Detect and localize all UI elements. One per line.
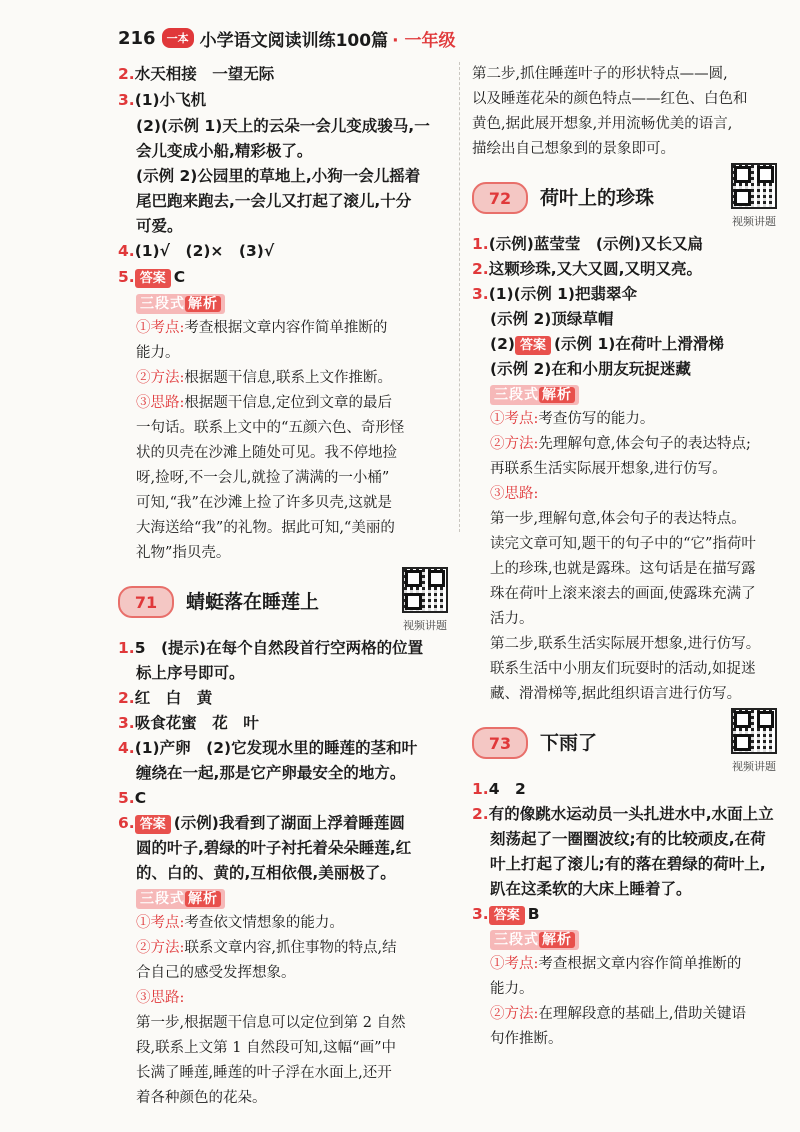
analysis-block	[472, 407, 777, 707]
text-line: 5.	[118, 268, 135, 286]
text-line: (2)	[490, 335, 515, 353]
text-line: 状的贝壳在沙滩上随处可见。我不停地捡	[136, 445, 397, 461]
text-line: 呀,捡呀,不一会儿,就捡了满满的一小桶”	[136, 470, 390, 486]
analysis-block	[472, 62, 777, 162]
text-line: 尾巴跑来跑去,一会儿又打起了滚儿,十分	[136, 192, 412, 210]
analysis-tag	[118, 291, 448, 316]
text-line: 1.	[472, 780, 489, 798]
text-line: 藏、滑滑梯等,据此组织语言进行仿写。	[490, 686, 742, 702]
grade-label: · 一年级	[392, 30, 456, 51]
text-line: 缠绕在一起,那是它产卵最安全的地方。	[136, 764, 406, 782]
text-line: 2.	[472, 260, 489, 278]
text-line: ②方法:	[490, 1006, 539, 1022]
lesson-title: 荷叶上的珍珠	[540, 186, 655, 209]
lesson-number: 71	[118, 586, 174, 618]
qr-icon[interactable]	[731, 708, 777, 754]
text-line: 大海送给“我”的礼物。据此可知,“美丽的	[136, 520, 395, 536]
answer-item	[118, 88, 448, 113]
text-line: 以及睡莲花朵的颜色特点——红色、白色和	[472, 91, 748, 107]
text-line: 能力。	[490, 981, 534, 997]
text-line: (1)小飞机	[134, 91, 207, 109]
text-line: 吸食花蜜 花 叶	[134, 714, 259, 732]
text-line: 这颗珍珠,又大又圆,又明又亮。	[488, 260, 702, 278]
book-title: 小学语文阅读训练100篇	[199, 30, 389, 51]
text-line: 句作推断。	[490, 1031, 563, 1047]
text-line: (示例 2)顶绿草帽	[490, 310, 614, 328]
text-line: (示例)我看到了湖面上浮着睡莲圆	[173, 814, 405, 832]
text-line: 4.	[118, 242, 135, 260]
text-line: 活力。	[490, 611, 534, 627]
lesson-title: 蜻蜓落在睡莲上	[186, 590, 320, 613]
analysis-tag-prefix: 三段式	[494, 932, 539, 948]
lesson-number: 73	[472, 727, 528, 759]
answer-tag: 答案	[135, 269, 171, 288]
column-divider	[459, 62, 460, 532]
answer-tag: 答案	[135, 815, 171, 834]
text-line: 考查根据文章内容作简单推断的	[538, 956, 742, 972]
text-line: 礼物”指贝壳。	[136, 545, 231, 561]
answer-list	[472, 777, 777, 927]
answer-list	[118, 636, 448, 886]
text-line: ①考点:	[490, 956, 539, 972]
answer-item	[118, 265, 448, 290]
text-line: 一句话。联系上文中的“五颜六色、奇形怪	[136, 420, 405, 436]
text-line: 上的珍珠,也就是露珠。这句话是在描写露	[490, 561, 756, 577]
text-line: ③思路:	[136, 990, 185, 1006]
text-line: 第一步,根据题干信息可以定位到第 2 自然	[136, 1015, 406, 1031]
text-line: ③思路:	[136, 395, 185, 411]
text-line: 5 (提示)在每个自然段首行空两格的位置	[134, 639, 424, 657]
qr-icon[interactable]	[402, 567, 448, 613]
text-line: 考查仿写的能力。	[538, 411, 655, 427]
text-line: 3.	[118, 91, 135, 109]
text-line: 描绘出自己想象到的景象即可。	[472, 141, 675, 157]
text-line: 在理解段意的基础上,借助关键语	[538, 1006, 746, 1022]
text-line: 合自己的感受发挥想象。	[136, 965, 296, 981]
text-line: (1)√ (2)× (3)√	[134, 242, 275, 260]
text-line: (2)(示例 1)天上的云朵一会儿变成骏马,一	[136, 117, 430, 135]
text-line: 视频讲题	[732, 759, 776, 773]
text-line: 3.	[118, 714, 135, 732]
text-line: 4.	[118, 739, 135, 757]
text-line: 解析	[539, 387, 575, 403]
lesson-header	[472, 172, 777, 228]
text-line: 2.	[472, 805, 489, 823]
lesson-header	[118, 576, 448, 632]
text-line: 4 2	[488, 780, 526, 798]
text-line: (示例 2)公园里的草地上,小狗一会儿摇着	[136, 167, 421, 185]
text-line: 红 白 黄	[134, 689, 213, 707]
qr-code[interactable]	[402, 567, 448, 638]
text-line: 1.	[472, 235, 489, 253]
text-line: 视频讲题	[403, 618, 447, 632]
text-line: 可知,“我”在沙滩上捡了许多贝壳,这就是	[136, 495, 393, 511]
text-line: 3.	[472, 285, 489, 303]
text-line: 考查根据文章内容作简单推断的	[184, 320, 388, 336]
analysis-tag	[118, 886, 448, 911]
text-line: (示例 1)在荷叶上滑滑梯	[553, 335, 724, 353]
text-line: 圆的叶子,碧绿的叶子衬托着朵朵睡莲,红	[136, 839, 412, 857]
text-line: 联系文章内容,抓住事物的特点,结	[184, 940, 397, 956]
text-line: ②方法:	[136, 370, 185, 386]
text-line: 读完文章可知,题干的句子中的“它”指荷叶	[490, 536, 756, 552]
text-line: 3.	[472, 905, 489, 923]
analysis-tag-prefix: 三段式	[140, 891, 185, 907]
text-line: 先理解句意,体会句子的表达特点;	[538, 436, 751, 452]
text-line: 有的像跳水运动员一头扎进水中,水面上立	[488, 805, 774, 823]
text-line: ②方法:	[136, 940, 185, 956]
answer-tag: 答案	[489, 906, 525, 925]
text-line: 再联系生活实际展开想象,进行仿写。	[490, 461, 727, 477]
text-line: (1)(示例 1)把翡翠伞	[488, 285, 637, 303]
analysis-tag	[472, 382, 777, 407]
text-line: 第一步,理解句意,体会句子的表达特点。	[490, 511, 746, 527]
qr-icon[interactable]	[731, 163, 777, 209]
page-number: 216	[118, 27, 156, 49]
text-line: 的、白的、黄的,互相依偎,美丽极了。	[136, 864, 396, 882]
text-line: ②方法:	[490, 436, 539, 452]
text-line: 刻荡起了一圈圈波纹;有的比较顽皮,在荷	[490, 830, 766, 848]
text-line: 6.	[118, 814, 135, 832]
text-line: (1)产卵 (2)它发现水里的睡莲的茎和叶	[134, 739, 418, 757]
text-line: C	[173, 268, 186, 286]
text-line: 水天相接 一望无际	[134, 65, 275, 83]
text-line: 珠在荷叶上滚来滚去的画面,使露珠充满了	[490, 586, 756, 602]
text-line: 联系生活中小朋友们玩耍时的活动,如捉迷	[490, 661, 756, 677]
analysis-tag	[472, 927, 777, 952]
lesson-title: 下雨了	[540, 731, 598, 754]
text-line: 长满了睡莲,睡莲的叶子浮在水面上,还开	[136, 1065, 392, 1081]
text-line: ①考点:	[136, 915, 185, 931]
text-line: 能力。	[136, 345, 180, 361]
answer-block	[118, 114, 448, 239]
analysis-tag-prefix: 三段式	[140, 296, 185, 312]
right-column	[472, 62, 777, 1052]
left-column	[118, 62, 448, 1111]
analysis-tag-prefix: 三段式	[494, 387, 539, 403]
text-line: 解析	[185, 891, 221, 907]
analysis-block	[472, 952, 777, 1052]
answer-tag: 答案	[515, 336, 551, 355]
answer-list	[472, 232, 777, 382]
text-line: ①考点:	[136, 320, 185, 336]
lesson-number: 72	[472, 182, 528, 214]
text-line: 第二步,抓住睡莲叶子的形状特点——圆,	[472, 66, 728, 82]
text-line: 标上序号即可。	[136, 664, 245, 682]
page-header	[118, 24, 455, 52]
answer-item	[118, 239, 448, 264]
text-line: 趴在这柔软的大床上睡着了。	[490, 880, 692, 898]
text-line: 2.	[118, 65, 135, 83]
text-line: 解析	[539, 932, 575, 948]
analysis-block	[118, 316, 448, 566]
text-line: 5.	[118, 789, 135, 807]
text-line: 视频讲题	[732, 214, 776, 228]
text-line: 第二步,联系生活实际展开想象,进行仿写。	[490, 636, 761, 652]
text-line: 考查依文情想象的能力。	[184, 915, 344, 931]
text-line: 黄色,据此展开想象,并用流畅优美的语言,	[472, 116, 733, 132]
text-line: 段,联系上文第 1 自然段可知,这幅“画”中	[136, 1040, 396, 1056]
answer-item	[118, 62, 448, 87]
text-line: 根据题干信息,联系上文作推断。	[184, 370, 392, 386]
text-line: 解析	[185, 296, 221, 312]
text-line: 1.	[118, 639, 135, 657]
analysis-block	[118, 911, 448, 1111]
lesson-header	[472, 717, 777, 773]
text-line: ③思路:	[490, 486, 539, 502]
text-line: 2.	[118, 689, 135, 707]
qr-code[interactable]	[731, 708, 777, 779]
text-line: 会儿变成小船,精彩极了。	[136, 142, 313, 160]
text-line: C	[134, 789, 147, 807]
brand-logo: 一本	[162, 28, 194, 48]
text-line: 叶上打起了滚儿;有的落在碧绿的荷叶上,	[490, 855, 766, 873]
text-line: ①考点:	[490, 411, 539, 427]
text-line: (示例)蓝莹莹 (示例)又长又扁	[488, 235, 704, 253]
text-line: B	[527, 905, 540, 923]
qr-code[interactable]	[731, 163, 777, 234]
text-line: 着各种颜色的花朵。	[136, 1090, 267, 1106]
text-line: (示例 2)在和小朋友玩捉迷藏	[490, 360, 691, 378]
text-line: 根据题干信息,定位到文章的最后	[184, 395, 392, 411]
text-line: 可爱。	[136, 217, 183, 235]
